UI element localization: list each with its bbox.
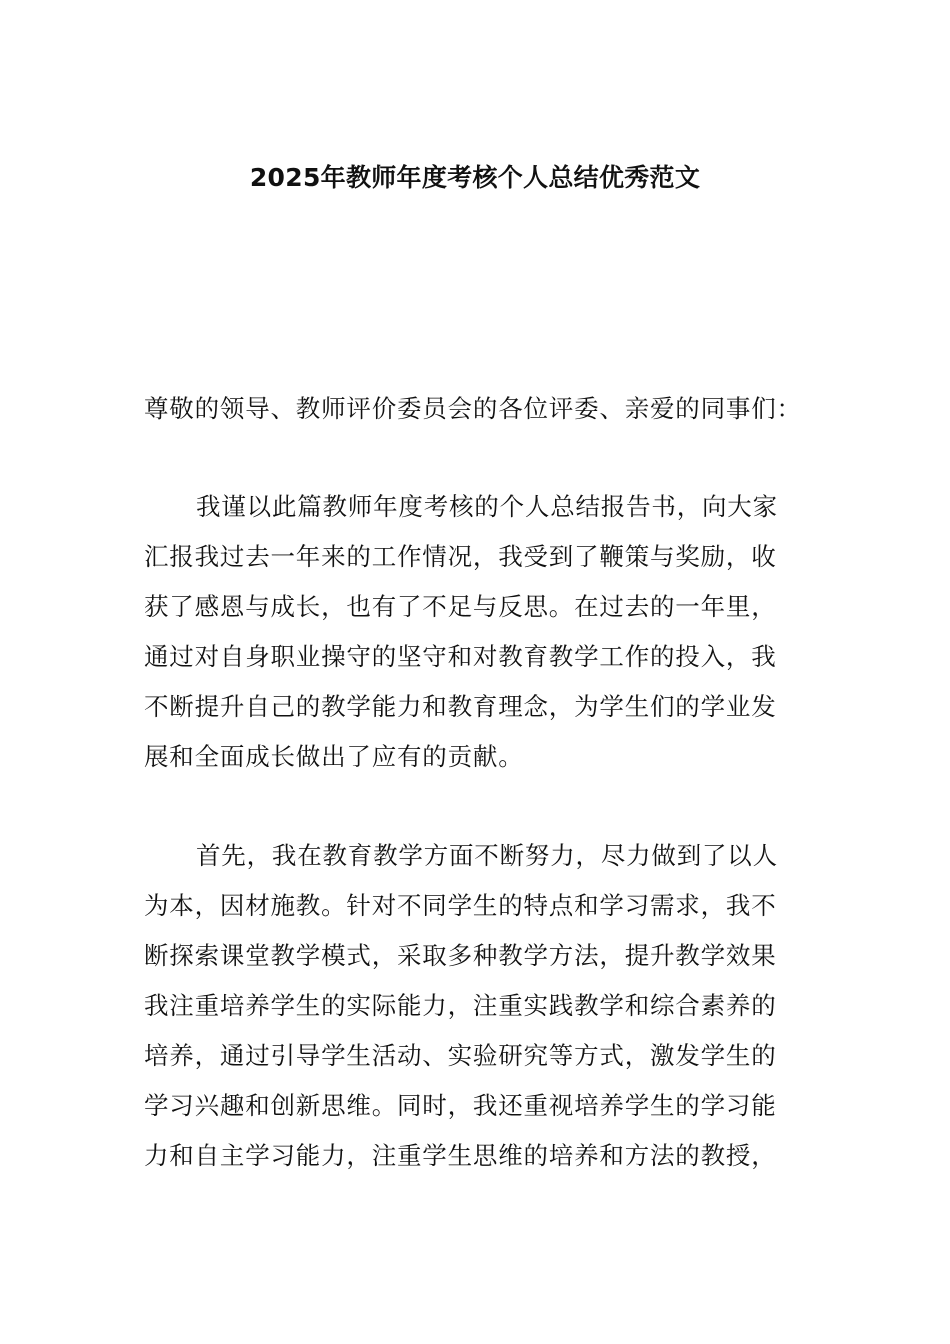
paragraph-2-line-1: 首先，我在教育教学方面不断努力，尽力做到了以人 bbox=[196, 841, 778, 870]
salutation: 尊敬的领导、教师评价委员会的各位评委、亲爱的同事们： bbox=[144, 394, 802, 423]
paragraph-1-line-5: 不断提升自己的教学能力和教育理念，为学生们的学业发 bbox=[144, 692, 777, 721]
paragraph-2-line-4: 我注重培养学生的实际能力，注重实践教学和综合素养的 bbox=[144, 991, 777, 1020]
paragraph-1-line-2: 汇报我过去一年来的工作情况，我受到了鞭策与奖励，收 bbox=[144, 542, 777, 571]
paragraph-2-line-3: 断探索课堂教学模式，采取多种教学方法，提升教学效果 bbox=[144, 941, 777, 970]
paragraph-2-line-6: 学习兴趣和创新思维。同时，我还重视培养学生的学习能 bbox=[144, 1091, 777, 1120]
paragraph-1-line-4: 通过对自身职业操守的坚守和对教育教学工作的投入，我 bbox=[144, 642, 777, 671]
paragraph-2-line-2: 为本，因材施教。针对不同学生的特点和学习需求，我不 bbox=[144, 891, 777, 920]
document-title: 2025年教师年度考核个人总结优秀范文 bbox=[249, 163, 701, 192]
paragraph-2-line-5: 培养，通过引导学生活动、实验研究等方式，激发学生的 bbox=[144, 1041, 777, 1070]
paragraph-1-line-3: 获了感恩与成长，也有了不足与反思。在过去的一年里， bbox=[144, 592, 777, 621]
paragraph-2-line-7: 力和自主学习能力，注重学生思维的培养和方法的教授， bbox=[144, 1141, 777, 1170]
paragraph-1-line-6: 展和全面成长做出了应有的贡献。 bbox=[144, 742, 524, 771]
paragraph-1-line-1: 我谨以此篇教师年度考核的个人总结报告书，向大家 bbox=[196, 492, 778, 521]
